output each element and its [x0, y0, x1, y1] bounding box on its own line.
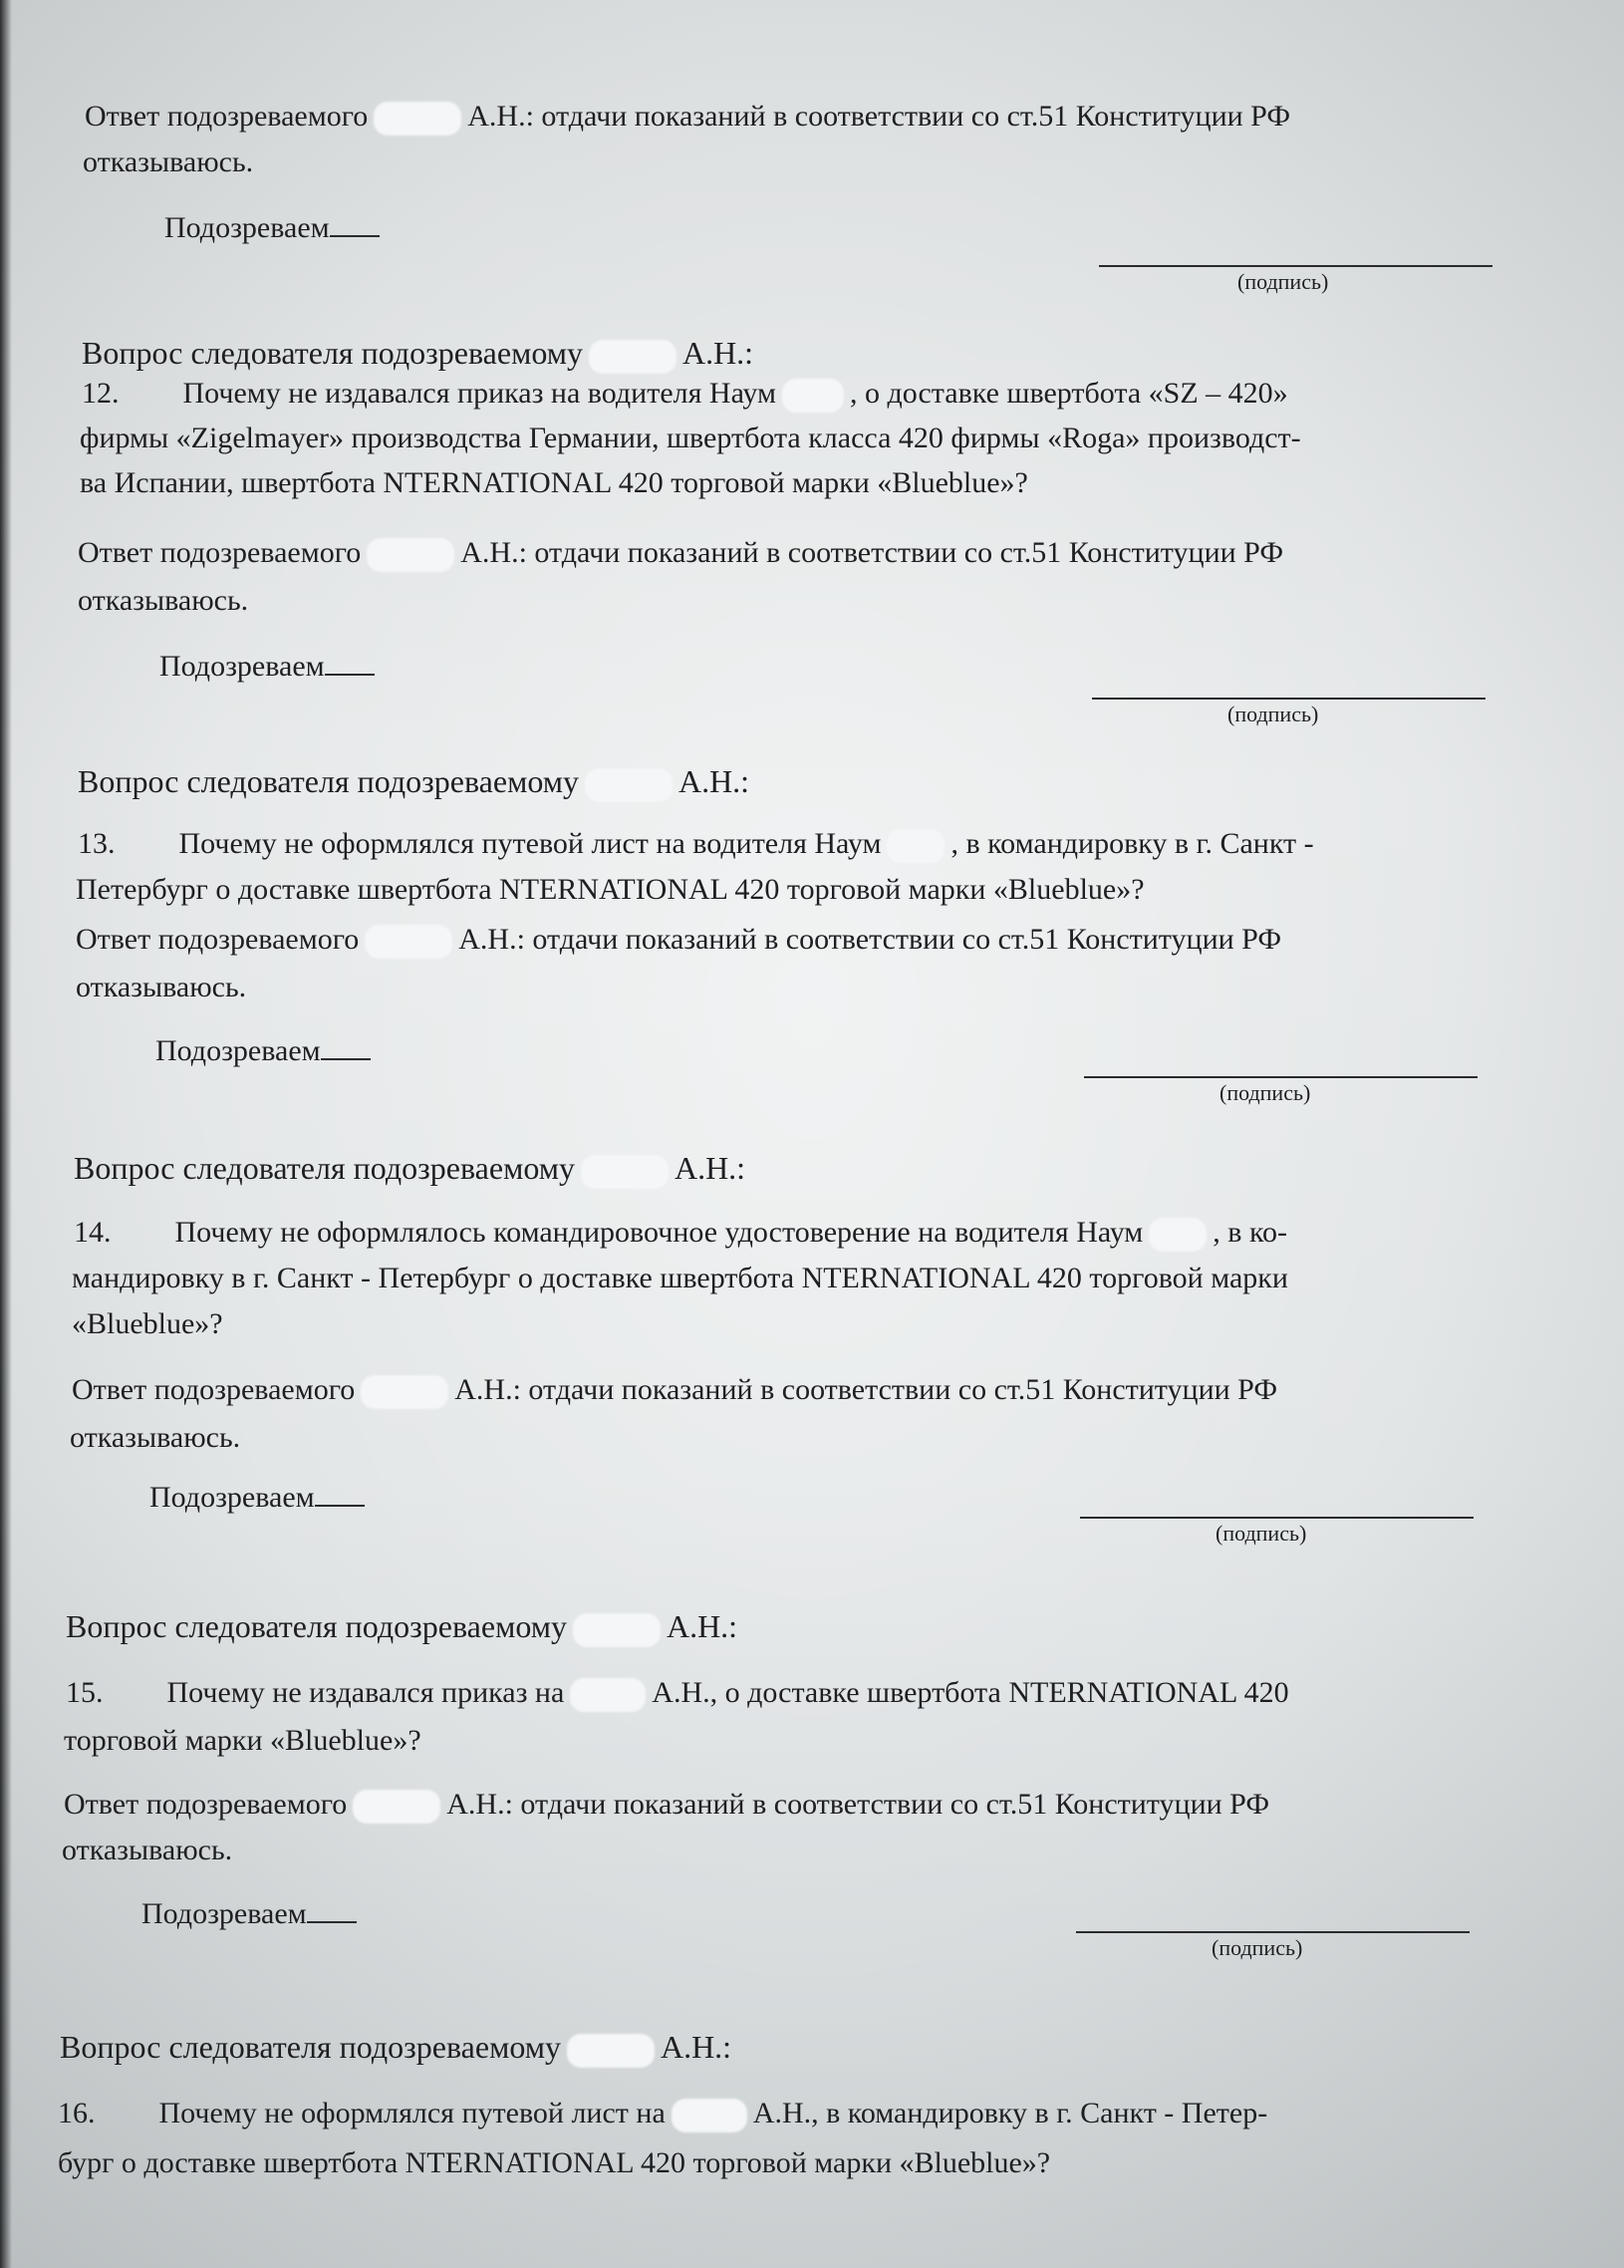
blank-underline — [315, 1481, 365, 1507]
heading-prefix: Вопрос следователя подозреваемому — [78, 763, 579, 799]
suspect-label: Подозреваем — [155, 1034, 321, 1067]
question-heading — [60, 2031, 731, 2068]
heading-prefix: Вопрос следователя подозреваемому — [60, 2029, 561, 2065]
answer-end: отказываюсь. — [62, 1834, 233, 1866]
signature-caption: (подпись) — [1219, 1080, 1311, 1105]
answer-line — [64, 1790, 1269, 1824]
blank-underline — [325, 650, 375, 676]
question-heading — [74, 1152, 745, 1189]
question-line: бург о доставке швертбота NTERNATIONAL 420 торговой марки «Blueblue»? — [58, 2146, 1051, 2179]
redacted-name — [672, 2099, 747, 2132]
signature-caption: (подпись) — [1212, 1935, 1303, 1960]
blank-underline — [330, 211, 380, 237]
answer-middle: А.Н.: отдачи показаний в соответствии со ст.51 Конституции РФ — [446, 1788, 1270, 1821]
question-number: 12. — [82, 377, 120, 410]
question-text-cont: , в командировку в г. Санкт - — [950, 827, 1314, 860]
page-edge-shadow — [0, 0, 12, 2268]
question-line — [66, 1678, 1289, 1712]
question-heading — [78, 765, 749, 802]
heading-prefix: Вопрос следователя подозреваемому — [74, 1150, 575, 1186]
signature-caption: (подпись) — [1237, 269, 1329, 294]
blank-underline — [321, 1034, 371, 1060]
answer-line — [76, 925, 1281, 959]
question-number: 14. — [74, 1216, 112, 1249]
redacted-name — [585, 768, 673, 802]
redacted-name — [361, 1375, 448, 1409]
question-text: Почему не издавался приказ на водителя Наум — [182, 377, 776, 410]
signature-caption: (подпись) — [1227, 702, 1319, 726]
answer-prefix: Ответ подозреваемого — [72, 1373, 356, 1406]
question-text: Почему не оформлялся путевой лист на водителя Наум — [178, 827, 882, 860]
heading-suffix: А.Н.: — [677, 763, 750, 799]
question-heading — [66, 1610, 737, 1647]
question-line: Петербург о доставке швертбота NTERNATIONAL 420 торговой марки «Blueblue»? — [76, 873, 1145, 906]
answer-line — [85, 102, 1290, 136]
answer-line — [78, 538, 1283, 572]
answer-middle: А.Н.: отдачи показаний в соответствии со ст.51 Конституции РФ — [458, 923, 1282, 956]
question-text-cont: , о доставке швертбота «SZ – 420» — [849, 377, 1288, 410]
redacted-name — [581, 1155, 669, 1189]
suspect-label: Подозреваем — [164, 211, 330, 244]
answer-end: отказываюсь. — [78, 584, 249, 617]
question-line: ва Испании, швертбота NTERNATIONAL 420 торговой марки «Blueblue»? — [80, 466, 1028, 499]
redacted-name — [589, 340, 677, 374]
question-text: Почему не издавался приказ на — [166, 1676, 565, 1709]
heading-suffix: А.Н.: — [666, 1608, 738, 1644]
suspect-label: Подозреваем — [149, 1481, 315, 1514]
suspect-signature-label — [141, 1897, 357, 1929]
answer-end: отказываюсь. — [76, 971, 247, 1003]
redacted-name — [887, 829, 945, 863]
redacted-name — [367, 538, 454, 572]
redacted-name — [567, 2034, 655, 2068]
heading-prefix: Вопрос следователя подозреваемому — [82, 335, 583, 371]
question-text-cont: А.Н., о доставке швертбота NTERNATIONAL 420 — [652, 1676, 1289, 1709]
question-text-cont: А.Н., в командировку в г. Санкт - Петер- — [752, 2097, 1268, 2129]
suspect-signature-label — [159, 650, 375, 682]
question-line: фирмы «Zigelmayer» производства Германии, швертбота класса 420 фирмы «Roga» производст- — [80, 422, 1301, 454]
answer-line — [72, 1375, 1277, 1409]
redacted-name — [573, 1613, 661, 1647]
heading-suffix: А.Н.: — [681, 335, 754, 371]
signature-line — [1099, 265, 1492, 267]
question-number: 13. — [78, 827, 116, 860]
redacted-name — [1149, 1218, 1207, 1252]
answer-middle: А.Н.: отдачи показаний в соответствии со ст.51 Конституции РФ — [467, 100, 1291, 133]
question-number: 16. — [58, 2097, 96, 2129]
signature-line — [1080, 1517, 1474, 1519]
answer-end: отказываюсь. — [70, 1421, 241, 1454]
suspect-signature-label — [155, 1034, 371, 1066]
signature-line — [1084, 1076, 1478, 1078]
signature-line — [1076, 1931, 1470, 1933]
question-number: 15. — [66, 1676, 104, 1709]
heading-suffix: А.Н.: — [674, 1150, 746, 1186]
answer-middle: А.Н.: отдачи показаний в соответствии со ст.51 Конституции РФ — [454, 1373, 1278, 1406]
question-text: Почему не оформлялось командировочное удостоверение на водителя Наум — [174, 1216, 1144, 1249]
heading-prefix: Вопрос следователя подозреваемому — [66, 1608, 567, 1644]
answer-end: отказываюсь. — [83, 145, 254, 178]
heading-suffix: А.Н.: — [660, 2029, 732, 2065]
suspect-signature-label — [164, 211, 380, 243]
question-line: «Blueblue»? — [72, 1307, 223, 1340]
redacted-name — [365, 925, 452, 959]
answer-prefix: Ответ подозреваемого — [78, 536, 362, 569]
suspect-label: Подозреваем — [141, 1897, 307, 1930]
answer-middle: А.Н.: отдачи показаний в соответствии со ст.51 Конституции РФ — [460, 536, 1284, 569]
question-line — [58, 2099, 1267, 2132]
blank-underline — [307, 1897, 357, 1923]
answer-prefix: Ответ подозреваемого — [85, 100, 369, 133]
question-line — [82, 379, 1477, 413]
redacted-name — [353, 1790, 440, 1824]
question-line — [74, 1218, 1287, 1252]
answer-prefix: Ответ подозреваемого — [64, 1788, 348, 1821]
question-line: мандировку в г. Санкт - Петербург о доставке швертбота NTERNATIONAL 420 торговой марки — [72, 1262, 1288, 1294]
question-text-cont: , в ко- — [1213, 1216, 1287, 1249]
redacted-name — [374, 102, 461, 136]
question-line — [78, 829, 1314, 863]
question-text: Почему не оформлялся путевой лист на — [158, 2097, 666, 2129]
redacted-name — [570, 1678, 646, 1712]
signature-line — [1092, 698, 1486, 700]
suspect-label: Подозреваем — [159, 650, 325, 683]
answer-prefix: Ответ подозреваемого — [76, 923, 360, 956]
signature-caption: (подпись) — [1216, 1521, 1307, 1546]
redacted-name — [782, 379, 844, 413]
question-heading — [82, 337, 753, 374]
question-line: торговой марки «Blueblue»? — [64, 1724, 421, 1757]
suspect-signature-label — [149, 1481, 365, 1513]
